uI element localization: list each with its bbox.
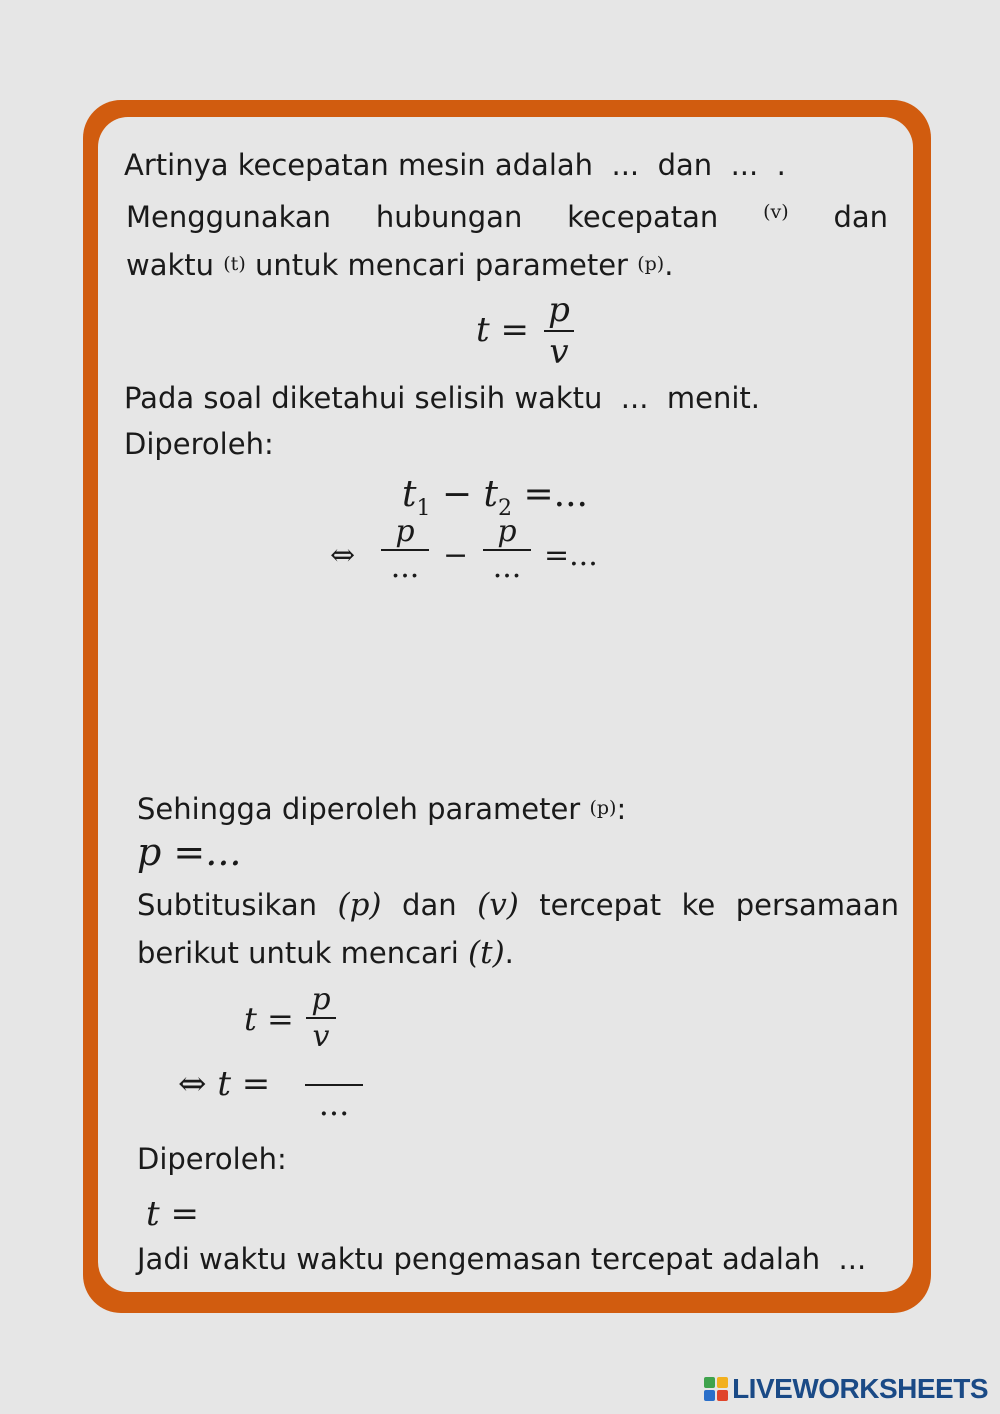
answer-blank-3[interactable]: ... [620, 381, 649, 415]
t-symbol: (t) [223, 253, 246, 275]
liveworksheets-logo[interactable]: LIVEWORKSHEETS [704, 1374, 988, 1404]
answer-blank-8[interactable] [305, 1048, 363, 1084]
formula-time-lhs-2: t = [244, 1000, 294, 1038]
relation-line-2: waktu (t) untuk mencari parameter (p). [126, 248, 674, 282]
obtained-label: Diperoleh: [124, 427, 274, 461]
answer-blank-7[interactable]: p =... [137, 830, 242, 874]
v-symbol: (v) [763, 201, 789, 223]
formula-time-fraction-2: p v [306, 982, 336, 1054]
time-difference-equation: $t_1 - t_2$ =... [402, 474, 588, 521]
t-symbol: (t) [468, 935, 505, 971]
card-content [98, 117, 913, 1292]
answer-blank-5[interactable]: ... [492, 550, 522, 585]
fraction-3 [305, 1048, 363, 1122]
p-symbol: (p) [589, 797, 617, 819]
minus-symbol: − [443, 538, 469, 573]
fraction-1: p ... [381, 515, 429, 585]
logo-icon [704, 1377, 728, 1401]
formula-time-lhs: t = [476, 310, 529, 350]
answer-input-time[interactable] [212, 1194, 412, 1234]
given-line: Pada soal diketahui selisih waktu ... menit. [124, 381, 761, 415]
iff-symbol: ⇔ [330, 538, 356, 573]
substitute-line: Subtitusikan (p) dan (v) tercepat ke persamaan [137, 887, 899, 923]
time-substitution: ⇔ t = [178, 1064, 271, 1104]
answer-blank-10[interactable]: ... [838, 1242, 867, 1276]
conclusion-line: Jadi waktu waktu pengemasan tercepat adalah ... [137, 1242, 867, 1276]
v-symbol: (v) [477, 887, 519, 923]
formula-time-fraction: p v [544, 290, 574, 372]
p-symbol: (p) [337, 887, 382, 923]
relation-line: Menggunakan hubungan kecepatan (v) dan [126, 200, 888, 234]
substitute-line-2: berikut untuk mencari (t). [137, 935, 514, 971]
p-symbol: (p) [637, 253, 665, 275]
intro-line: Artinya kecepatan mesin adalah ... dan ... . [124, 148, 786, 182]
answer-blank-6[interactable]: =... [544, 538, 598, 573]
answer-blank-9[interactable]: ... [318, 1085, 350, 1123]
obtained-label-2: Diperoleh: [137, 1142, 287, 1176]
answer-blank-4[interactable]: ... [390, 550, 420, 585]
answer-blank-2[interactable]: ... [730, 148, 759, 182]
time-result: t = [146, 1194, 199, 1234]
fraction-2: p ... [483, 515, 531, 585]
parameter-line: Sehingga diperoleh parameter (p): [137, 792, 627, 826]
answer-blank-1[interactable]: ... [611, 148, 640, 182]
